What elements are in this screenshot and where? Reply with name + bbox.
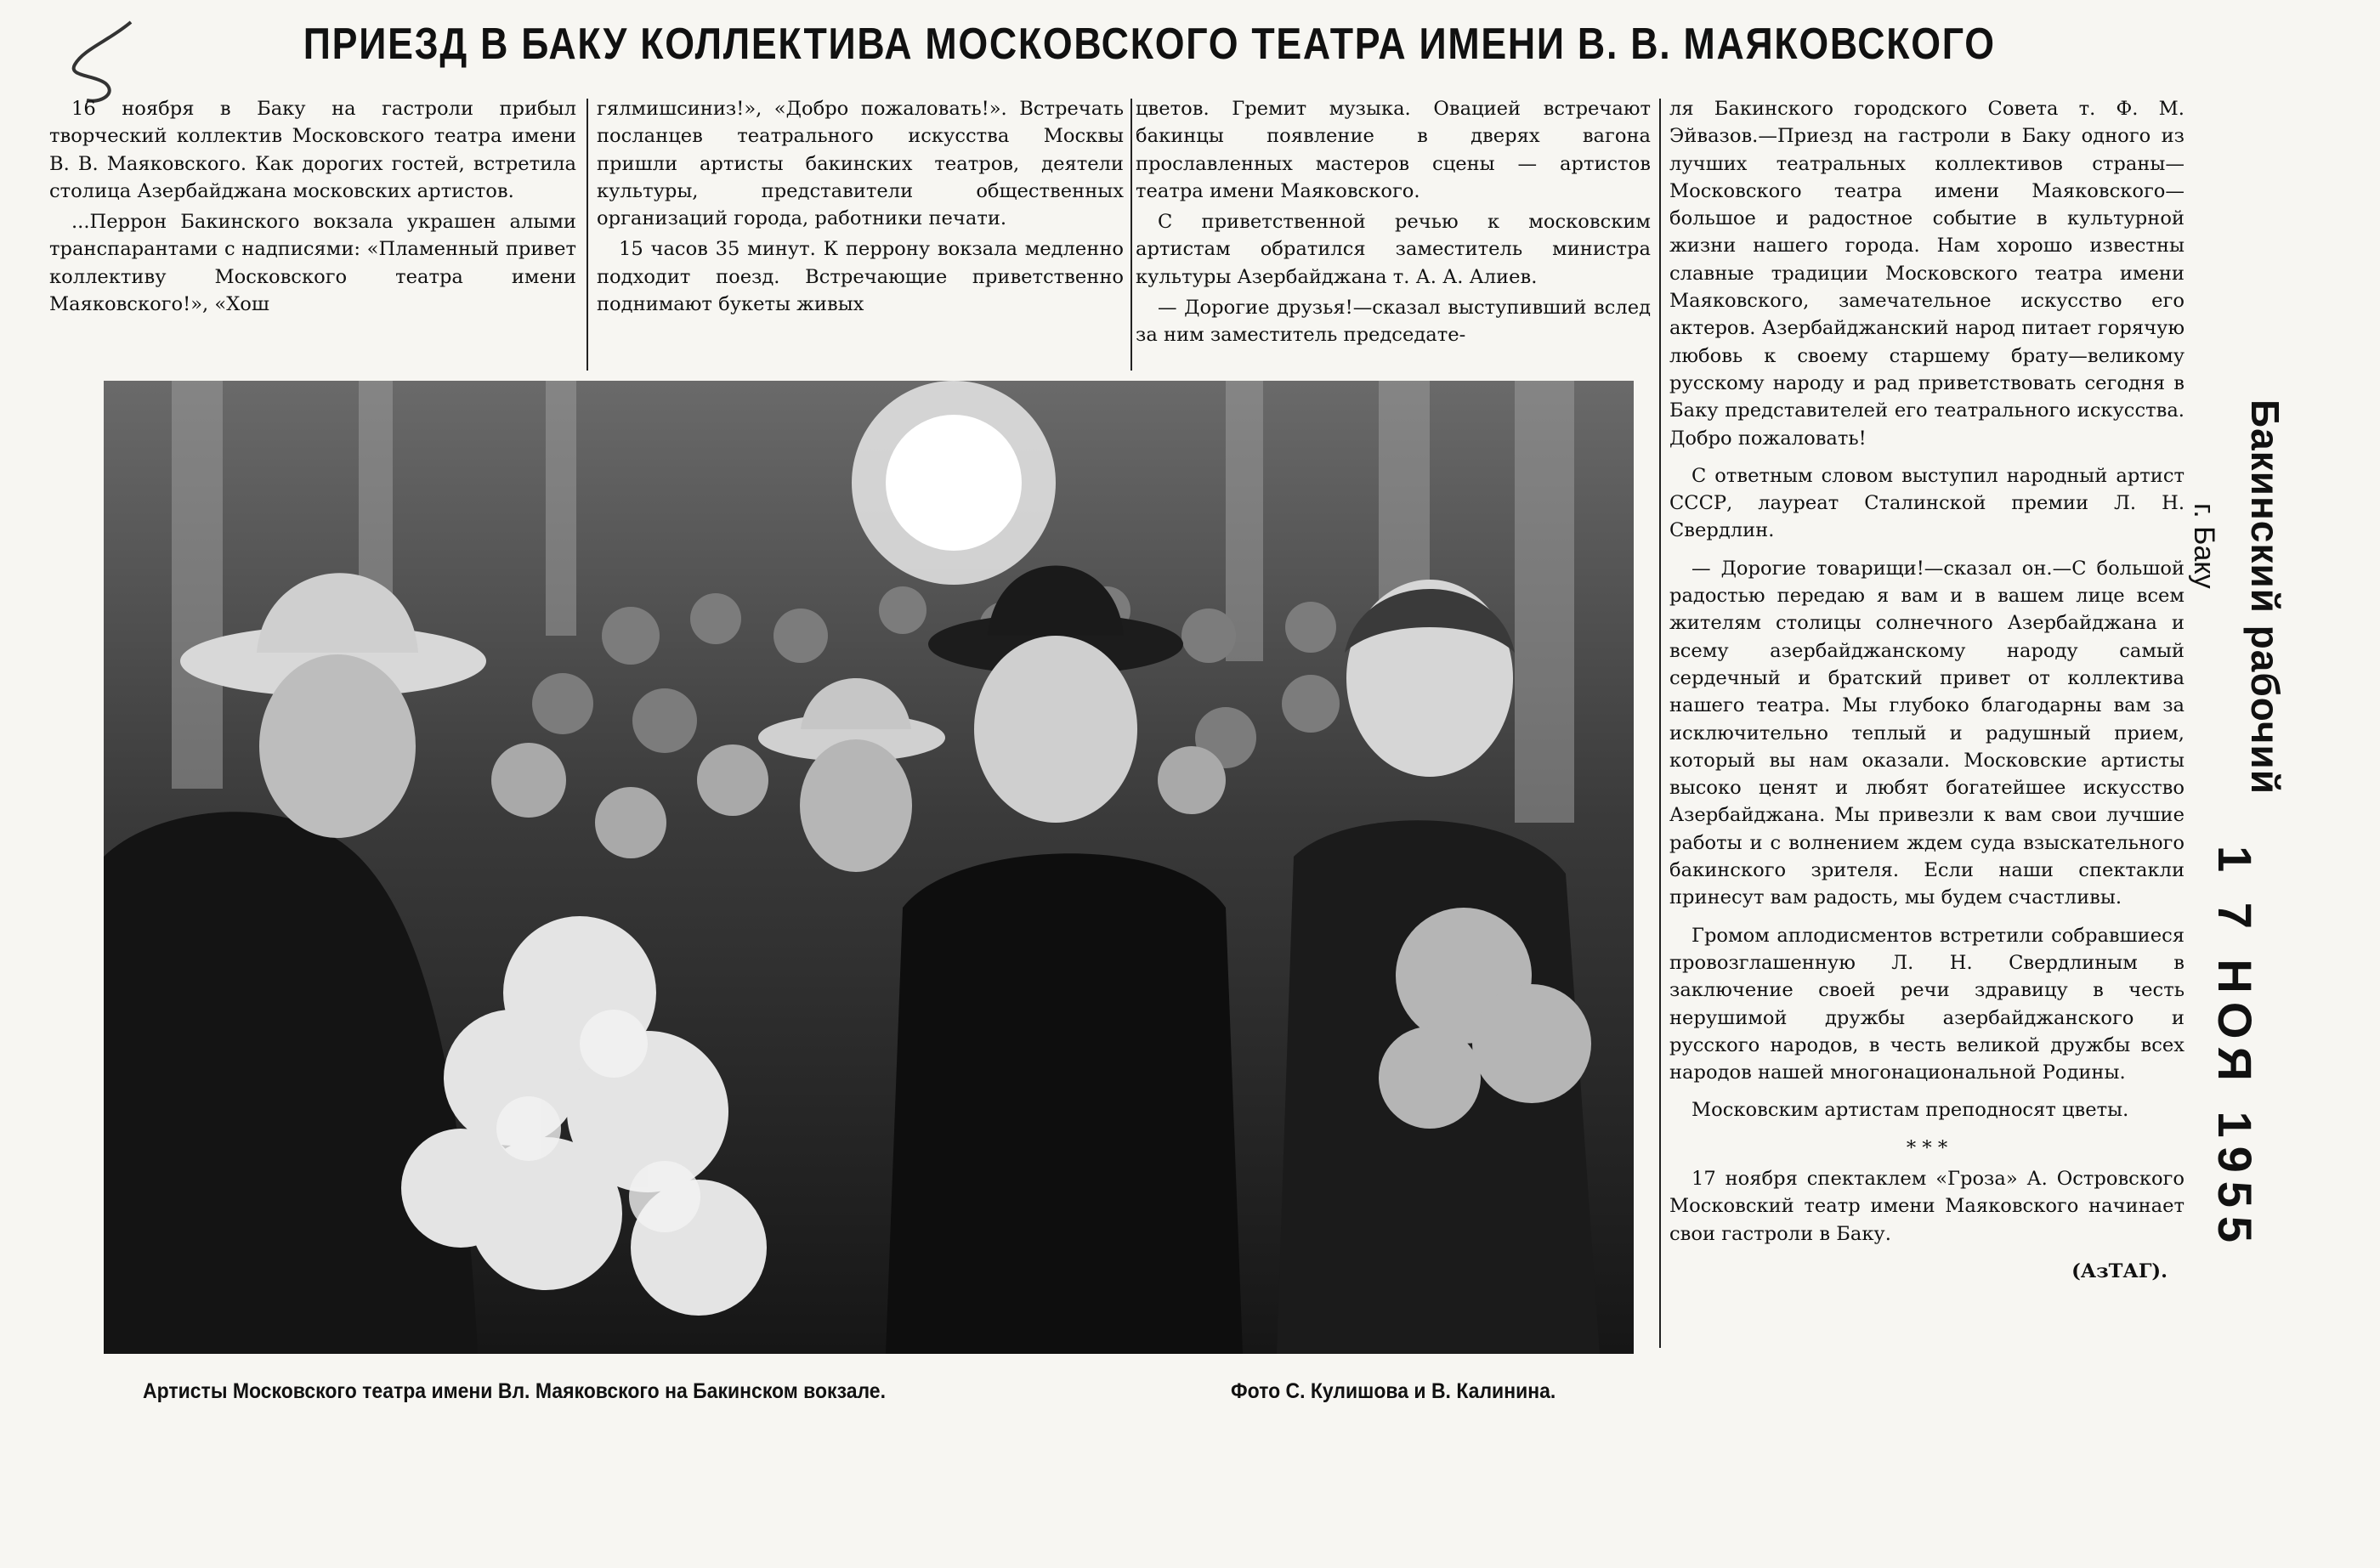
- article-paragraph: ...Перрон Бакинского вокзала украшен алыми транспарантами с надписями: «Пламенный привет коллективу Московского театра имени Маяковского!», «Хош: [49, 211, 576, 316]
- article-paragraph: — Дорогие товарищи!—сказал он.—С большой радостью передаю я вам и в вашем лице всем жителям столицы солнечного Азербайджана и всему азербайджанскому народу самый сердечный и братский привет от коллектива нашего театра. Мы глубоко благодарны вам за исключительно теплый и радушный прием, который вы нам оказали. Московские артисты высоко ценят и любят богатейшее искусство Азербайджана. Мы привезли к вам свои лучшие работы и с волнением ждем суда взыскательного бакинского зрителя. Если наши спектакли принесут вам радость, мы будем счастливы.: [1669, 557, 2184, 909]
- photo-credit: Фото С. Кулишова и В. Калинина.: [1231, 1379, 1556, 1403]
- article-column-3: [1136, 95, 1651, 353]
- photo-illustration: [104, 381, 1634, 1354]
- article-paragraph: цветов. Гремит музыка. Овацией встречают бакинцы появление в дверях вагона прославленных мастеров сцены — артистов театра имени Маяковского.: [1136, 98, 1651, 202]
- article-column-1: [49, 95, 576, 321]
- article-paragraph: 16 ноября в Баку на гастроли прибыл творческий коллектив Московского театра имени В. В. Маяковского. Как дорогих гостей, встретила столица Азербайджана московских артистов.: [49, 98, 576, 202]
- article-column-2: [597, 95, 1124, 321]
- article-paragraph: гялмишсиниз!», «Добро пожаловать!». Встречать посланцев театрального искусства Москвы пришли артисты бакинских театров, деятели культуры, представители общественных организаций города, работники печати.: [597, 98, 1124, 230]
- column-rule: [1659, 99, 1661, 1348]
- article-paragraph: Громом аплодисментов встретили собравшиеся провозглашенную Л. Н. Свердлиным в заключение своей речи здравицу в честь нерушимой дружбы азербайджанского и русского народов, в честь великой дружбы всех народов нашей многонациональной Родины.: [1669, 924, 2184, 1084]
- article-paragraph: 17 ноября спектаклем «Гроза» А. Островского Московский театр имени Маяковского начинает свои гастроли в Баку.: [1669, 1167, 2184, 1245]
- article-paragraph: С ответным словом выступил народный артист СССР, лауреат Сталинской премии Л. Н. Свердлин.: [1669, 464, 2184, 542]
- stamp-city: г. Баку: [2188, 503, 2220, 589]
- article-paragraph: — Дорогие друзья!—сказал выступивший вслед за ним заместитель председате-: [1136, 297, 1651, 347]
- photo-caption: Артисты Московского театра имени Вл. Маяковского на Бакинском вокзале.: [143, 1379, 886, 1403]
- article-paragraph: ля Бакинского городского Совета т. Ф. М. Эйвазов.—Приезд на гастроли в Баку одного из лучших театральных коллективов страны—Московского театра имени Маяковского—большое и радостное событие в культурной жизни нашего города. Нам хорошо известны славные традиции Московского театра имени Маяковского, замечательное искусство его актеров. Азербайджанский народ питает горячую любовь к своему старшему брату—великому русскому народу и рад приветствовать сегодня в Баку представителей его театрального искусства. Добро пожаловать!: [1669, 98, 2184, 450]
- article-paragraph: 15 часов 35 минут. К перрону вокзала медленно подходит поезд. Встречающие приветственно поднимают букеты живых: [597, 238, 1124, 316]
- headline: ПРИЕЗД В БАКУ КОЛЛЕКТИВА МОСКОВСКОГО ТЕАТРА ИМЕНИ В. В. МАЯКОВСКОГО: [303, 20, 1996, 69]
- stamp-newspaper-name: Бакинский рабочий: [2243, 399, 2287, 795]
- photograph: [104, 381, 1634, 1354]
- article-column-4: [1669, 95, 2184, 1295]
- article-paragraph: Московским артистам преподносят цветы.: [1692, 1099, 2129, 1122]
- section-separator: * * *: [1906, 1136, 1948, 1159]
- agency-credit: (АзТАГ).: [2071, 1259, 2168, 1282]
- column-rule: [1130, 99, 1132, 371]
- article-paragraph: С приветственной речью к московским артистам обратился заместитель министра культуры Азербайджана т. А. А. Алиев.: [1136, 211, 1651, 288]
- stamp-date: 1 7 НОЯ 1955: [2208, 846, 2262, 1252]
- column-rule: [586, 99, 588, 371]
